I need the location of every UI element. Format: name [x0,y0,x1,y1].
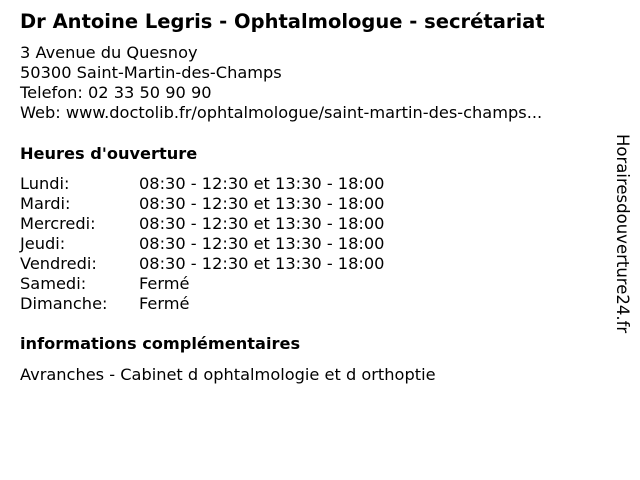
hours-row-saturday [20,274,440,294]
day-hours: 08:30 - 12:30 et 13:30 - 18:00 [139,174,385,193]
day-hours: Fermé [139,294,190,313]
hours-row-friday [20,254,440,274]
website-link: Web: www.doctolib.fr/ophtalmologue/saint-martin-des-champs... [20,103,543,122]
additional-info-heading: informations complémentaires [20,334,301,353]
hours-row-sunday [20,294,440,314]
day-label: Jeudi: [20,234,66,253]
day-label: Lundi: [20,174,70,193]
day-hours: Fermé [139,274,190,293]
address-city: 50300 Saint-Martin-des-Champs [20,63,282,82]
hours-row-monday [20,174,440,194]
site-watermark: Horairesdouverture24.fr [613,134,632,334]
hours-row-tuesday [20,194,440,214]
hours-row-thursday [20,234,440,254]
contact-block [20,43,542,123]
day-label: Dimanche: [20,294,108,313]
day-label: Mardi: [20,194,71,213]
day-hours: 08:30 - 12:30 et 13:30 - 18:00 [139,194,385,213]
address-street: 3 Avenue du Quesnoy [20,43,198,62]
page-title: Dr Antoine Legris - Ophtalmologue - secrétariat [20,10,545,33]
day-hours: 08:30 - 12:30 et 13:30 - 18:00 [139,254,385,273]
phone-number: Telefon: 02 33 50 90 90 [20,83,212,102]
opening-hours-table [20,174,440,314]
day-hours: 08:30 - 12:30 et 13:30 - 18:00 [139,214,385,233]
opening-hours-heading: Heures d'ouverture [20,144,198,163]
additional-info-text: Avranches - Cabinet d ophtalmologie et d orthoptie [20,365,436,384]
day-hours: 08:30 - 12:30 et 13:30 - 18:00 [139,234,385,253]
day-label: Samedi: [20,274,87,293]
hours-row-wednesday [20,214,440,234]
day-label: Vendredi: [20,254,97,273]
day-label: Mercredi: [20,214,96,233]
